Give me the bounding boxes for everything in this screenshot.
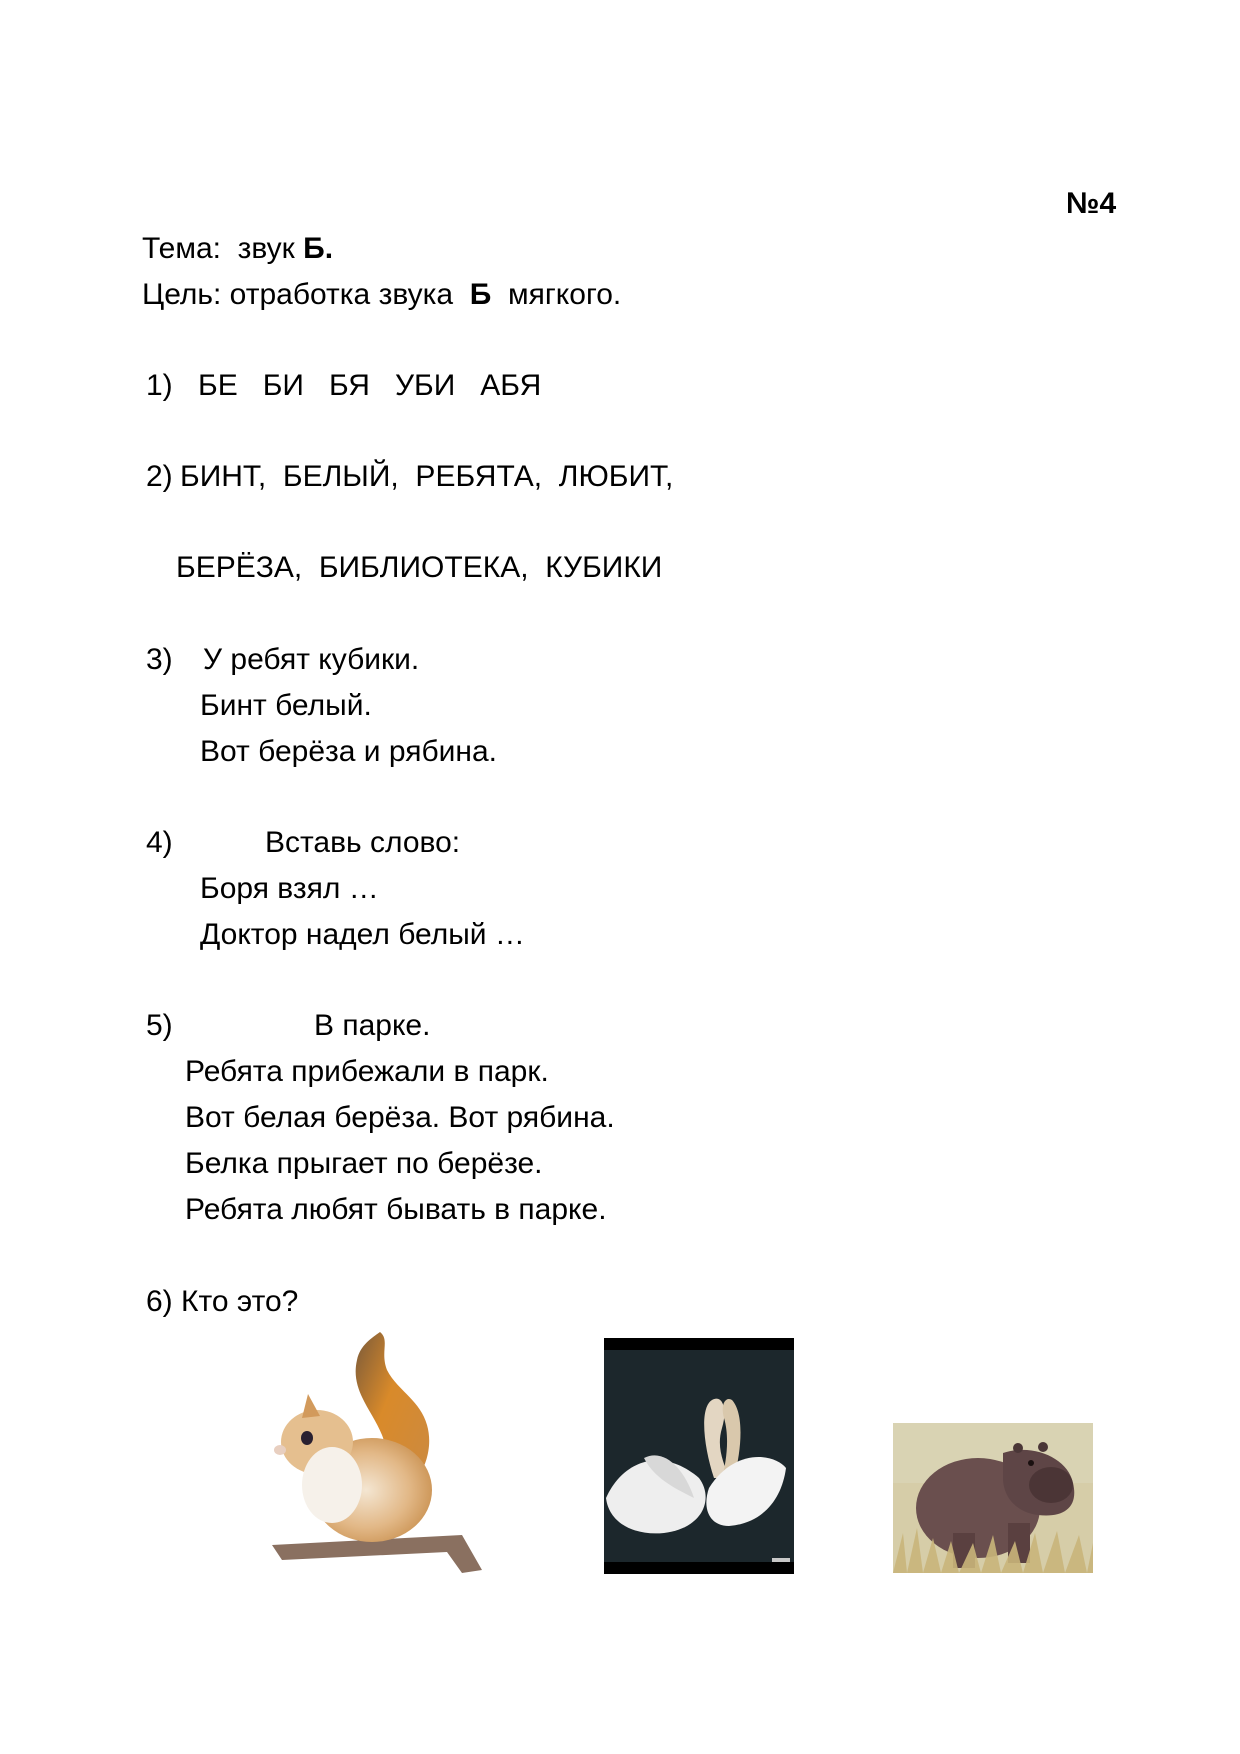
exercise-1-syllables: БЕ БИ БЯ УБИ АБЯ [198, 369, 542, 402]
exercise-5-line-4: Ребята любят бывать в парке. [185, 1193, 607, 1226]
hippo-picture [893, 1423, 1093, 1573]
exercise-6-title: Кто это? [181, 1285, 299, 1318]
exercise-6-index: 6) [146, 1285, 173, 1318]
exercise-3-line-1: У ребят кубики. [203, 643, 420, 676]
exercise-2-index: 2) [146, 460, 173, 493]
exercise-5-title: В парке. [314, 1009, 431, 1042]
exercise-5-line-2: Вот белая берёза. Вот рябина. [185, 1101, 615, 1134]
goal-sound: Б [469, 278, 492, 311]
exercise-4-line-2: Доктор надел белый … [200, 918, 525, 951]
goal-suffix: мягкого. [491, 278, 622, 311]
exercise-3-line-3: Вот берёза и рябина. [200, 735, 497, 768]
hippo-icon [893, 1423, 1093, 1573]
worksheet-number: №4 [1066, 187, 1117, 220]
exercise-6-question [146, 1284, 298, 1320]
exercise-4-index: 4) [146, 826, 173, 859]
exercise-3-index: 3) [146, 643, 173, 676]
topic-label: Тема: звук [142, 232, 304, 265]
exercise-4-line-1: Боря взял … [200, 872, 379, 905]
exercise-1-index: 1) [146, 369, 173, 402]
exercise-3-line-2: Бинт белый. [200, 689, 372, 722]
squirrel-icon [262, 1330, 487, 1575]
swans-picture [604, 1338, 794, 1574]
goal-prefix: Цель: отработка звука [142, 278, 470, 311]
exercise-5-line-1: Ребята прибежали в парк. [185, 1055, 549, 1088]
swans-icon [604, 1338, 794, 1574]
exercise-5-line-3: Белка прыгает по берёзе. [185, 1147, 543, 1180]
goal-line [142, 277, 621, 313]
topic-line [142, 231, 333, 267]
squirrel-picture [262, 1330, 487, 1575]
exercise-2-words-line-2: БЕРЁЗА, БИБЛИОТЕКА, КУБИКИ [176, 551, 663, 584]
topic-sound: Б. [303, 232, 334, 265]
exercise-4-title: Вставь слово: [265, 826, 461, 859]
exercise-5-index: 5) [146, 1009, 173, 1042]
exercise-2-words-line-1: БИНТ, БЕЛЫЙ, РЕБЯТА, ЛЮБИТ, [180, 460, 674, 493]
